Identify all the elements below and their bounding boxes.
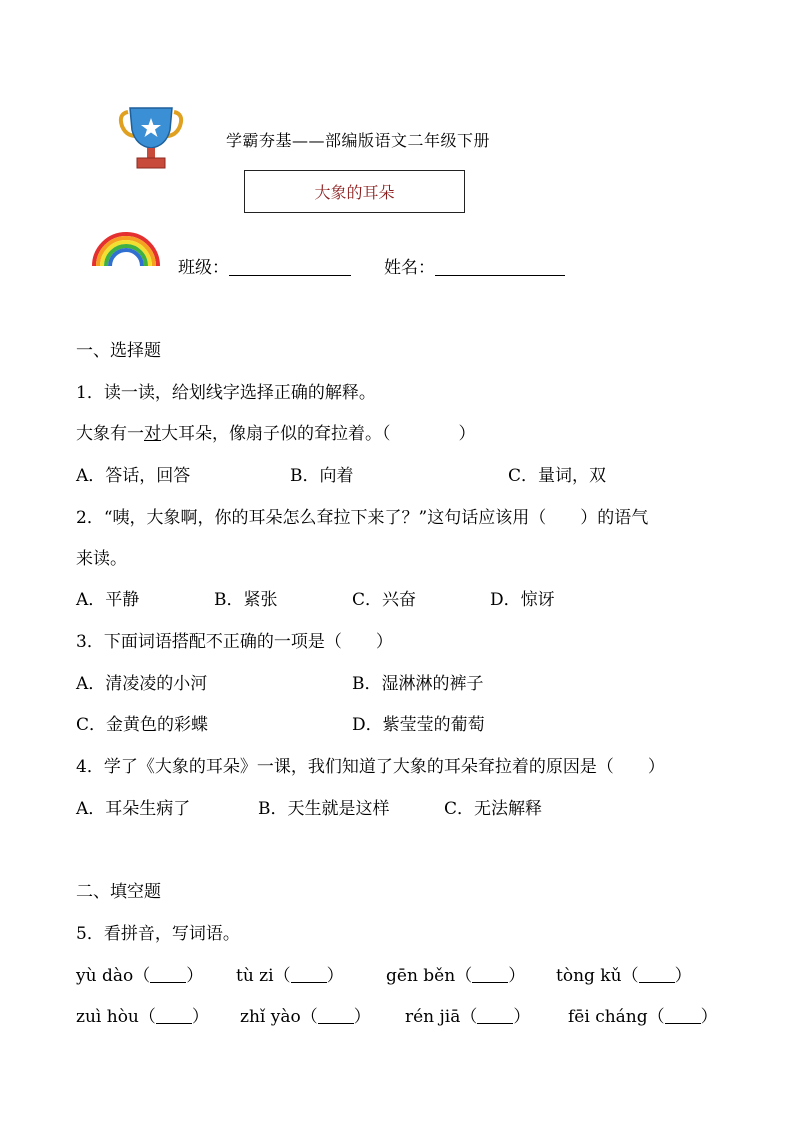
- class-blank[interactable]: [229, 257, 351, 276]
- pinyin-item: rén jiā（ ）: [405, 1007, 531, 1027]
- option-c[interactable]: C．量词，双: [508, 466, 607, 486]
- pinyin-item: zhǐ yào（ ）: [240, 1007, 371, 1027]
- pinyin-item: fēi cháng（ ）: [568, 1007, 718, 1027]
- pinyin-text: zuì hòu: [76, 1007, 139, 1027]
- section-heading-fill: 二、填空题: [76, 882, 161, 902]
- option-d[interactable]: D．紫莹莹的葡萄: [352, 715, 485, 735]
- question-2-prompt: 2．“咦，大象啊，你的耳朵怎么耷拉下来了？”这句话应该用（ ）的语气: [76, 508, 649, 528]
- pinyin-text: fēi cháng: [568, 1007, 648, 1027]
- class-label: 班级：: [178, 258, 229, 278]
- question-3-options-row2: [76, 710, 716, 735]
- pinyin-text: rén jiā: [405, 1007, 461, 1027]
- section-heading-choice: 一、选择题: [76, 341, 161, 361]
- answer-blank[interactable]: [477, 1007, 513, 1024]
- question-2-prompt-cont: 来读。: [76, 549, 127, 569]
- question-2-options: [76, 585, 716, 610]
- answer-blank[interactable]: [665, 1007, 701, 1024]
- answer-blank[interactable]: [291, 966, 327, 983]
- question-3-options-row1: [76, 669, 716, 694]
- lesson-title-box: [244, 170, 465, 213]
- question-4-prompt: 4．学了《大象的耳朵》一课，我们知道了大象的耳朵耷拉着的原因是（ ）: [76, 757, 665, 777]
- pinyin-item: yù dào（ ）: [76, 966, 204, 986]
- option-b[interactable]: B．紧张: [214, 590, 278, 610]
- question-1-prompt: 1．读一读，给划线字选择正确的解释。: [76, 383, 376, 403]
- question-4-options: [76, 794, 716, 819]
- trophy-icon: [118, 106, 184, 170]
- option-b[interactable]: B．湿淋淋的裤子: [352, 674, 484, 694]
- underlined-char: 对: [144, 424, 161, 444]
- option-a[interactable]: A．答话，回答: [76, 466, 191, 486]
- pinyin-text: tù zi: [236, 966, 274, 986]
- name-blank[interactable]: [435, 257, 565, 276]
- option-d[interactable]: D．惊讶: [490, 590, 555, 610]
- option-c[interactable]: C．金黄色的彩蝶: [76, 715, 209, 735]
- pinyin-item: tù zi（ ）: [236, 966, 344, 986]
- option-b[interactable]: B．天生就是这样: [258, 799, 390, 819]
- answer-blank[interactable]: [150, 966, 186, 983]
- question-5-prompt: 5．看拼音，写词语。: [76, 924, 240, 944]
- rainbow-icon: [90, 226, 162, 268]
- question-3-prompt: 3．下面词语搭配不正确的一项是（ ）: [76, 632, 393, 652]
- lesson-title: 大象的耳朵: [314, 183, 395, 202]
- answer-blank[interactable]: [156, 1007, 192, 1024]
- answer-blank[interactable]: [472, 966, 508, 983]
- sentence-part: 大耳朵，像扇子似的耷拉着。（ ）: [161, 424, 476, 444]
- option-a[interactable]: A．平静: [76, 590, 140, 610]
- pinyin-item: tòng kǔ（ ）: [556, 966, 692, 986]
- question-1-sentence: [76, 419, 476, 444]
- class-field: [178, 253, 351, 278]
- answer-blank[interactable]: [318, 1007, 354, 1024]
- option-a[interactable]: A．清凌凌的小河: [76, 674, 208, 694]
- option-a[interactable]: A．耳朵生病了: [76, 799, 191, 819]
- pinyin-text: tòng kǔ: [556, 966, 622, 986]
- option-c[interactable]: C．无法解释: [444, 799, 543, 819]
- name-label: 姓名：: [384, 258, 435, 278]
- answer-blank[interactable]: [639, 966, 675, 983]
- option-c[interactable]: C．兴奋: [352, 590, 417, 610]
- pinyin-text: gēn běn: [386, 966, 456, 986]
- option-b[interactable]: B．向着: [290, 466, 354, 486]
- pinyin-text: zhǐ yào: [240, 1007, 301, 1027]
- pinyin-item: zuì hòu（ ）: [76, 1007, 209, 1027]
- question-1-options: [76, 461, 716, 486]
- document-title: 学霸夯基——部编版语文二年级下册: [226, 131, 491, 150]
- pinyin-text: yù dào: [76, 966, 134, 986]
- name-field: [384, 253, 565, 278]
- sentence-part: 大象有一: [76, 424, 144, 444]
- pinyin-item: gēn běn（ ）: [386, 966, 526, 986]
